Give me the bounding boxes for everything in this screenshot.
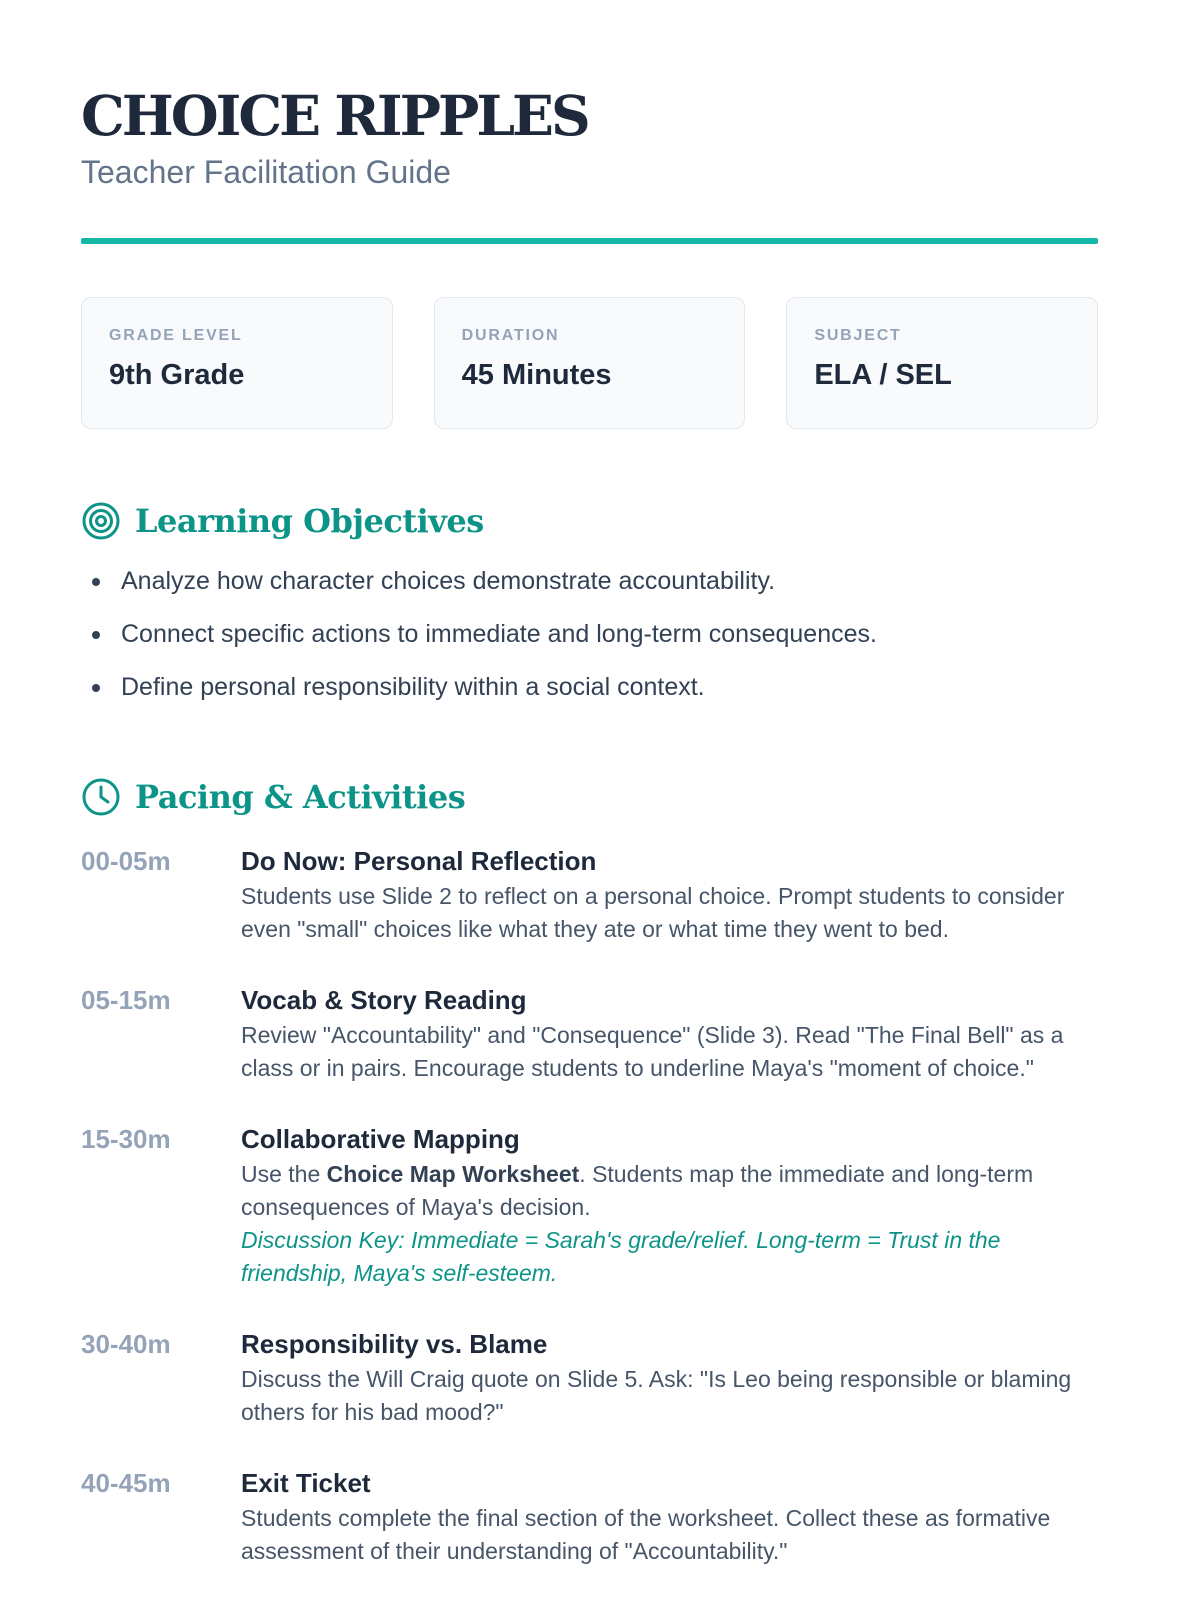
duration-card xyxy=(434,297,746,429)
activity-description: Students complete the final section of the worksheet. Collect these as formative assessment of their understanding of "Accountability." xyxy=(241,1505,1051,1564)
card-label: DURATION xyxy=(461,327,560,344)
activity-time: 15-30m xyxy=(81,1124,171,1154)
list-item xyxy=(81,618,1098,650)
pacing-title: Pacing & Activities xyxy=(135,778,466,816)
page-title: CHOICE RIPPLES xyxy=(81,83,588,148)
activity-title: Do Now: Personal Reflection xyxy=(241,846,597,876)
card-label: GRADE LEVEL xyxy=(109,327,243,344)
description-text: . Students map the immediate and long-term consequences of Maya's decision. xyxy=(241,1161,1034,1220)
activity-description: Discuss the Will Craig quote on Slide 5. Ask: "Is Leo being responsible or blaming others for his bad mood?" xyxy=(241,1366,1072,1425)
activity-description: Review "Accountability" and "Consequence" (Slide 3). Read "The Final Bell" as a class or in pairs. Encourage students to underline Maya's "moment of choice." xyxy=(241,1022,1064,1081)
grade-level-card xyxy=(81,297,393,429)
activity-row xyxy=(81,984,1098,1085)
description-text: Use the xyxy=(241,1161,327,1187)
target-icon xyxy=(81,501,121,541)
activity-body xyxy=(241,1467,1098,1568)
activity-body xyxy=(241,845,1098,946)
activity-body xyxy=(241,1328,1098,1429)
bullet-icon xyxy=(92,684,100,692)
activity-body xyxy=(241,984,1098,1085)
activities-list xyxy=(81,845,1098,1568)
activity-description: Students use Slide 2 to reflect on a personal choice. Prompt students to consider even "small" choices like what they ate or what time they went to bed. xyxy=(241,883,1065,942)
objectives-heading xyxy=(81,499,1098,543)
activity-time: 05-15m xyxy=(81,985,171,1015)
activity-title: Exit Ticket xyxy=(241,1468,371,1498)
activity-body xyxy=(241,1123,1098,1290)
activity-title: Vocab & Story Reading xyxy=(241,985,527,1015)
objective-text: Connect specific actions to immediate and long-term consequences. xyxy=(121,620,877,648)
bullet-icon xyxy=(92,631,100,639)
list-item xyxy=(81,565,1098,597)
objectives-title: Learning Objectives xyxy=(135,502,484,540)
discussion-key-note: Discussion Key: Immediate = Sarah's grade/relief. Long-term = Trust in the friendship, Maya's self-esteem. xyxy=(241,1227,1001,1286)
clock-icon xyxy=(81,777,121,817)
objective-text: Analyze how character choices demonstrate accountability. xyxy=(121,567,776,595)
activity-title: Collaborative Mapping xyxy=(241,1124,520,1154)
activity-row xyxy=(81,845,1098,946)
activity-row xyxy=(81,1123,1098,1290)
card-value: 45 Minutes xyxy=(461,359,612,391)
card-label: SUBJECT xyxy=(814,327,902,344)
subject-card xyxy=(786,297,1098,429)
activity-time: 00-05m xyxy=(81,846,171,876)
activity-time: 40-45m xyxy=(81,1468,171,1498)
objectives-list xyxy=(81,565,1098,703)
worksheet-name: Choice Map Worksheet xyxy=(326,1161,580,1187)
activity-title: Responsibility vs. Blame xyxy=(241,1329,548,1359)
pacing-heading xyxy=(81,775,1098,819)
activity-row xyxy=(81,1467,1098,1568)
bullet-icon xyxy=(92,578,100,586)
activity-time: 30-40m xyxy=(81,1329,171,1359)
activity-row xyxy=(81,1328,1098,1429)
activity-description xyxy=(241,1158,1098,1224)
card-value: ELA / SEL xyxy=(814,359,952,391)
header-divider xyxy=(81,238,1098,244)
page-subtitle: Teacher Facilitation Guide xyxy=(81,154,451,190)
list-item xyxy=(81,671,1098,703)
card-value: 9th Grade xyxy=(109,359,245,391)
objective-text: Define personal responsibility within a social context. xyxy=(121,673,705,701)
meta-cards xyxy=(81,297,1098,429)
